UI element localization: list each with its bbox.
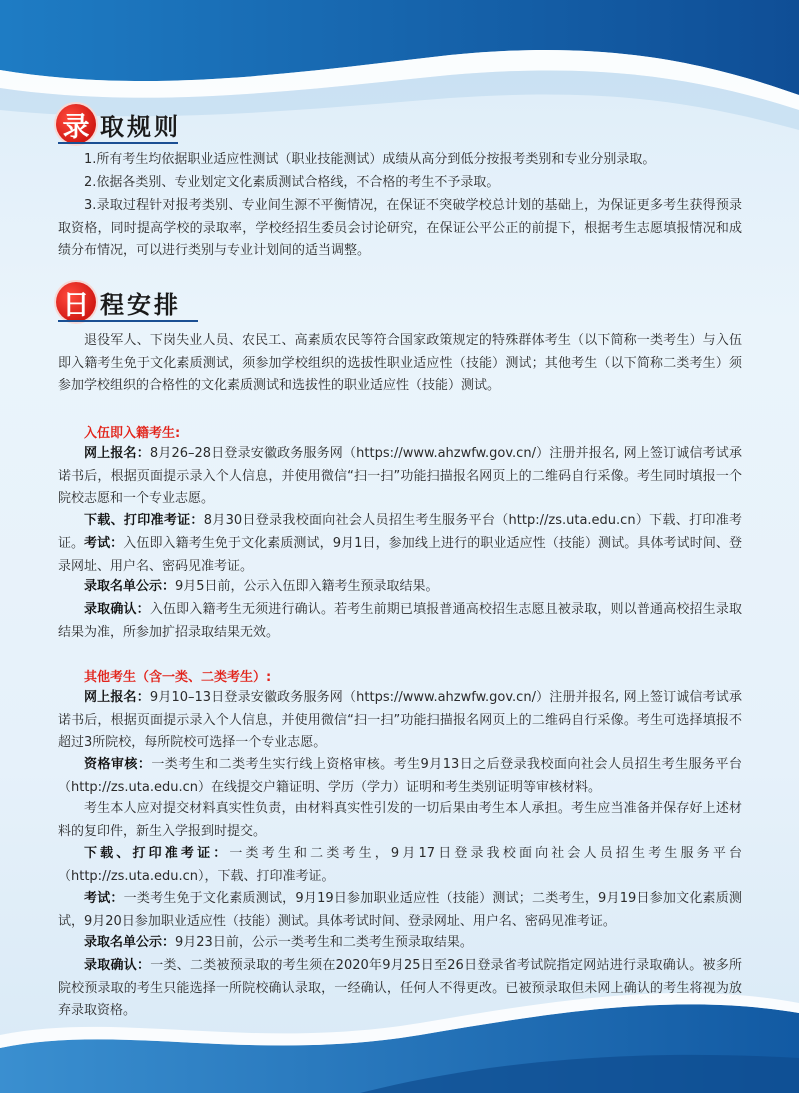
item-text: 入伍即入籍考生免于文化素质测试，9月1日，参加线上进行的职业适应性（技能）测试。具体考试时间、登录网址、用户名、密码见准考证。 bbox=[58, 536, 742, 574]
groupB-responsibility bbox=[58, 798, 742, 843]
item-label: 考试： bbox=[84, 536, 124, 551]
item-text: 9月23日前，公示一类考生和二类考生预录取结果。 bbox=[175, 935, 473, 950]
groupB-confirmation bbox=[58, 955, 742, 1023]
section-badge-schedule: 日 bbox=[56, 282, 96, 322]
groupB-publicity bbox=[58, 932, 742, 955]
item-text: 9月5日前，公示入伍即入籍考生预录取结果。 bbox=[175, 579, 439, 594]
section-title-schedule: 程安排 bbox=[100, 289, 181, 319]
item-text: 一类考生和二类考生实行线上资格审核。考生9月13日之后登录我校面向社会人员招生考生服务平台（http://zs.uta.edu.cn）在线提交户籍证明、学历（学力）证明和考生类别证明等审核材料。 bbox=[58, 757, 742, 795]
item-label: 录取确认： bbox=[84, 958, 151, 973]
groupB-registration bbox=[58, 687, 742, 755]
item-text: 一类考生和二类考生，9月17日登录我校面向社会人员招生考生服务平台（http://zs.uta.edu.cn），下载、打印准考证。 bbox=[58, 846, 742, 884]
rule-item-3: 3.录取过程针对报考类别、专业间生源不平衡情况，在保证不突破学校总计划的基础上，为保证更多考生获得预录取资格，同时提高学校的录取率，学校经招生委员会讨论研究，在保证公平公正的前提下，根据考生志愿填报情况和成绩分布情况，可以进行类别与专业计划间的适当调整。 bbox=[58, 198, 742, 258]
groupB-exam bbox=[58, 888, 742, 933]
groupA-publicity bbox=[58, 576, 742, 599]
item-label: 录取名单公示： bbox=[84, 935, 176, 950]
item-label: 网上报名： bbox=[84, 690, 150, 705]
rule-item-2: 2.依据各类别、专业划定文化素质测试合格线，不合格的考生不予录取。 bbox=[84, 175, 500, 190]
group-title-enlistment: 入伍即入籍考生: bbox=[84, 426, 181, 441]
group-title-other: 其他考生（含一类、二类考生）: bbox=[84, 670, 272, 685]
heading-underline bbox=[58, 142, 178, 144]
item-text: 考生本人应对提交材料真实性负责，由材料真实性引发的一切后果由考生本人承担。考生应当准备并保存好上述材料的复印件，新生入学报到时提交。 bbox=[58, 801, 742, 839]
section-heading-schedule bbox=[56, 282, 181, 322]
groupA-exam bbox=[58, 533, 742, 578]
item-label: 录取确认： bbox=[84, 602, 150, 617]
item-label: 考试： bbox=[84, 891, 124, 906]
item-label: 下载、打印准考证： bbox=[84, 513, 204, 528]
groupA-registration bbox=[58, 443, 742, 511]
item-label: 网上报名： bbox=[84, 446, 150, 461]
item-text: 9月10–13日登录安徽政务服务网（https://www.ahzwfw.gov.cn/）注册并报名, 网上签订诚信考试承诺书后，根据页面提示录入个人信息，并使用微信“扫一扫”功能扫描报名网页上的二维码自行采像。考生可选择填报不超过3所院校，每所院校可选择一个专业志愿。 bbox=[58, 690, 742, 750]
rule-item-1: 1.所有考生均依据职业适应性测试（职业技能测试）成绩从高分到低分按报考类别和专业分别录取。 bbox=[84, 152, 656, 167]
item-label: 下载、打印准考证： bbox=[84, 846, 230, 861]
item-text: 一类、二类被预录取的考生须在2020年9月25日至26日登录省考试院指定网站进行录取确认。被多所院校预录取的考生只能选择一所院校确认录取，一经确认，任何人不得更改。已被预录取但未网上确认的考生将视为放弃录取资格。 bbox=[58, 958, 742, 1018]
groupB-qualification bbox=[58, 754, 742, 799]
item-text: 8月26–28日登录安徽政务服务网（https://www.ahzwfw.gov.cn/）注册并报名, 网上签订诚信考试承诺书后，根据页面提示录入个人信息，并使用微信“扫一扫”功能扫描报名网页上的二维码自行采像。考生同时填报一个院校志愿和一个专业志愿。 bbox=[58, 446, 742, 506]
groupA-confirmation bbox=[58, 599, 742, 644]
schedule-intro: 退役军人、下岗失业人员、农民工、高素质农民等符合国家政策规定的特殊群体考生（以下简称一类考生）与入伍即入籍考生免于文化素质测试，须参加学校组织的选拔性职业适应性（技能）测试；其他考生（以下简称二类考生）须参加学校组织的合格性的文化素质测试和选拔性的职业适应性（技能）测试。 bbox=[58, 333, 742, 393]
section-badge-rules: 录 bbox=[56, 104, 96, 144]
item-text: 8月30日登录我校面向社会人员招生考生服务平台（http://zs.uta.edu.cn）下载、打印准考证。 bbox=[58, 513, 742, 551]
item-text: 一类考生免于文化素质测试，9月19日参加职业适应性（技能）测试；二类考生，9月19日参加文化素质测试，9月20日参加职业适应性（技能）测试。具体考试时间、登录网址、用户名、密码见准考证。 bbox=[58, 891, 742, 929]
item-label: 资格审核： bbox=[84, 757, 152, 772]
item-text: 入伍即入籍考生无须进行确认。若考生前期已填报普通高校招生志愿且被录取，则以普通高校招生录取结果为准，所参加扩招录取结果无效。 bbox=[58, 602, 742, 640]
item-label: 录取名单公示： bbox=[84, 579, 176, 594]
section-title-rules: 取规则 bbox=[100, 111, 181, 141]
section-heading-rules bbox=[56, 104, 181, 144]
heading-underline bbox=[58, 320, 198, 322]
groupB-admission-ticket bbox=[58, 843, 742, 888]
